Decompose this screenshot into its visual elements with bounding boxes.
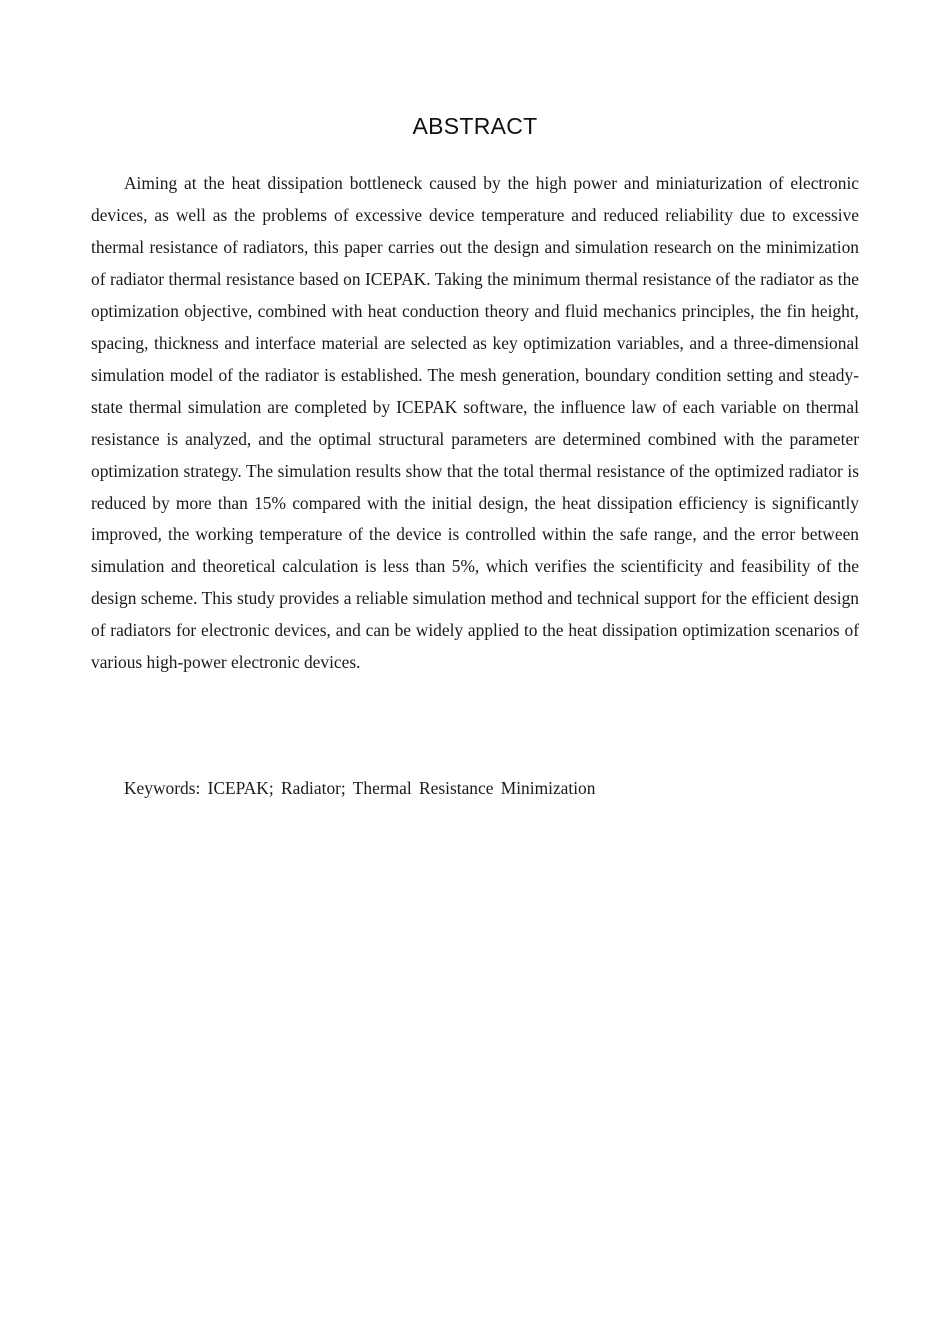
abstract-paragraph: Aiming at the heat dissipation bottleneck caused by the high power and miniaturization of electronic devices, as well as the problems of excessive device temperature and reduced reliability due to excessive thermal resistance of radiators, this paper carries out the design and simulation research on the minimization of radiator thermal resistance based on ICEPAK. Taking the minimum thermal resistance of the radiator as the optimization objective, combined with heat conduction theory and fluid mechanics principles, the fin height, spacing, thickness and interface material are selected as key optimization variables, and a three-dimensional simulation model of the radiator is established. The mesh generation, boundary condition setting and steady-state thermal simulation are completed by ICEPAK software, the influence law of each variable on thermal resistance is analyzed, and the optimal structural parameters are determined combined with the parameter optimization strategy. The simulation results show that the total thermal resistance of the optimized radiator is reduced by more than 15% compared with the initial design, the heat dissipation efficiency is significantly improved, the working temperature of the device is controlled within the safe range, and the error between simulation and theoretical calculation is less than 5%, which verifies the scientificity and feasibility of the design scheme. This study provides a reliable simulation method and technical support for the efficient design of radiators for electronic devices, and can be widely applied to the heat dissipation optimization scenarios of various high-power electronic devices. bbox=[91, 173, 859, 673]
abstract-heading: ABSTRACT bbox=[412, 113, 538, 139]
keywords-line: Keywords: ICEPAK; Radiator; Thermal Resistance Minimization bbox=[124, 778, 596, 798]
